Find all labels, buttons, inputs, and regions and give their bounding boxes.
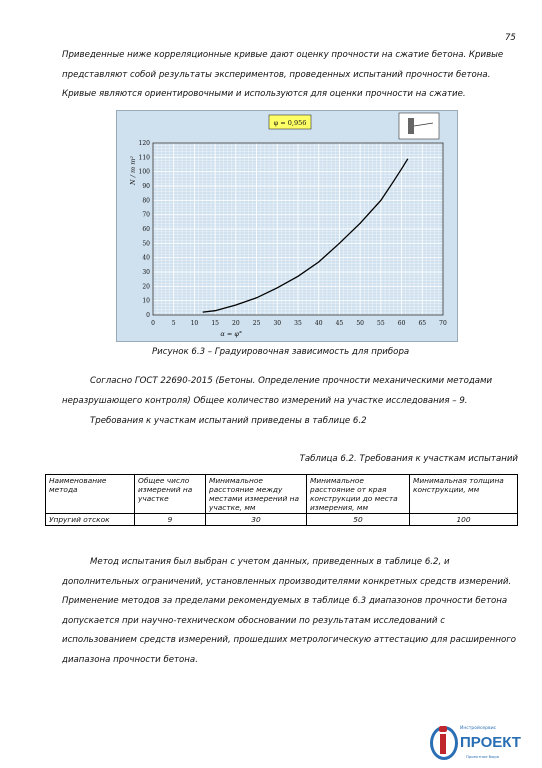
x-tick-label: 65 — [418, 320, 427, 327]
x-tick-label: 70 — [439, 320, 447, 327]
x-tick-label: 10 — [190, 320, 199, 327]
x-tick-label: 30 — [273, 320, 282, 327]
method-line: Применение методов за пределами рекомендуемых в таблице 6.3 диапазонов прочности бетона — [62, 596, 508, 607]
gost-line-2: неразрушающего контроля) Общее количество измерений на участке исследования – 9. — [62, 396, 468, 406]
annotation-text: φ = 0,956 — [273, 119, 307, 127]
requirements-table — [45, 474, 518, 526]
device-icon-body — [408, 118, 414, 134]
method-line: дополнительных ограничений, установленных производителями конкретных средств измерений. — [62, 576, 512, 587]
method-line: диапазона прочности бетона. — [62, 654, 198, 665]
x-tick-label: 40 — [314, 320, 323, 327]
table-header-cell: Общее число измерений на участке — [135, 475, 206, 514]
x-tick-label: 0 — [151, 320, 155, 327]
method-line: допускается при научно-техническом обосновании по результатам исследований с — [62, 615, 445, 626]
y-tick-label: 50 — [142, 240, 150, 248]
x-tick-label: 45 — [335, 320, 344, 327]
method-paragraph — [62, 553, 518, 671]
device-icon — [399, 113, 439, 139]
y-tick-label: 20 — [142, 283, 150, 291]
y-tick-label: 80 — [142, 197, 150, 205]
y-tick-label: 90 — [142, 183, 150, 190]
table-title: Таблица 6.2. Требования к участкам испытаний — [299, 454, 518, 464]
company-logo — [430, 722, 521, 764]
x-tick-label: 35 — [294, 320, 302, 327]
x-tick-label: 5 — [171, 320, 176, 327]
table-header-cell: Минимальное расстояние между местами измерений на участке, мм — [206, 475, 307, 514]
x-axis-label: α = φ° — [220, 330, 243, 338]
logo-dot — [439, 726, 447, 732]
logo-bar — [440, 734, 446, 754]
gost-line-3: Требования к участкам испытаний приведены в таблице 6.2 — [90, 416, 367, 426]
y-tick-label: 10 — [142, 297, 150, 305]
x-tick-label: 50 — [356, 320, 364, 327]
x-tick-label: 60 — [397, 320, 406, 327]
chart-svg — [117, 111, 457, 341]
method-line: использованием средств измерений, прошедших метрологическую аттестацию для расширенного — [62, 635, 517, 646]
gost-line-1: Согласно ГОСТ 22690-2015 (Бетоны. Определение прочности механическими методами — [90, 376, 493, 386]
table-cell: 30 — [206, 514, 307, 526]
table-header-cell: Минимальная толщина конструкции, мм — [410, 475, 518, 514]
y-tick-label: 100 — [138, 168, 150, 176]
logo-big-text: ПРОЕКТ — [460, 734, 521, 751]
intro-paragraph — [62, 46, 518, 105]
y-tick-label: 30 — [142, 269, 150, 276]
y-axis-label: N / m m² — [129, 156, 137, 186]
table-header-row — [46, 475, 518, 514]
table-header-cell: Наименование метода — [46, 475, 135, 514]
y-tick-label: 60 — [142, 226, 150, 233]
page-number: 75 — [505, 33, 516, 43]
intro-line: представляют собой результаты экспериментов, проведенных испытаний прочности бетона. — [62, 69, 491, 80]
intro-line: Приведенные ниже корреляционные кривые дают оценку прочности на сжатие бетона. Кривые — [62, 50, 504, 60]
table-cell: Упругий отскок — [46, 514, 135, 526]
x-tick-label: 55 — [377, 320, 385, 327]
table-header-cell: Минимальное расстояние от края конструкции до места измерения, мм — [307, 475, 410, 514]
y-tick-label: 110 — [138, 154, 150, 162]
x-tick-label: 15 — [211, 320, 219, 327]
y-tick-label: 0 — [146, 312, 150, 319]
y-tick-label: 70 — [142, 211, 150, 219]
figure-caption: Рисунок 6.3 – Градуировочная зависимость для прибора — [152, 347, 410, 357]
table-row — [46, 514, 518, 526]
logo-small-text: Инстройсервис — [460, 726, 497, 731]
calibration-chart — [116, 110, 458, 342]
x-tick-label: 20 — [232, 320, 240, 327]
x-tick-label: 25 — [252, 320, 261, 327]
y-tick-label: 40 — [142, 254, 150, 262]
table-cell: 100 — [410, 514, 518, 526]
intro-line: Кривые являются ориентировочными и используются для оценки прочности на сжатие. — [62, 89, 466, 100]
table-cell: 9 — [135, 514, 206, 526]
table-cell: 50 — [307, 514, 410, 526]
logo-sub-text: Проектное бюро — [466, 754, 500, 759]
method-line: Метод испытания был выбран с учетом данных, приведенных в таблице 6.2, и — [90, 557, 450, 567]
y-tick-label: 120 — [138, 140, 150, 147]
